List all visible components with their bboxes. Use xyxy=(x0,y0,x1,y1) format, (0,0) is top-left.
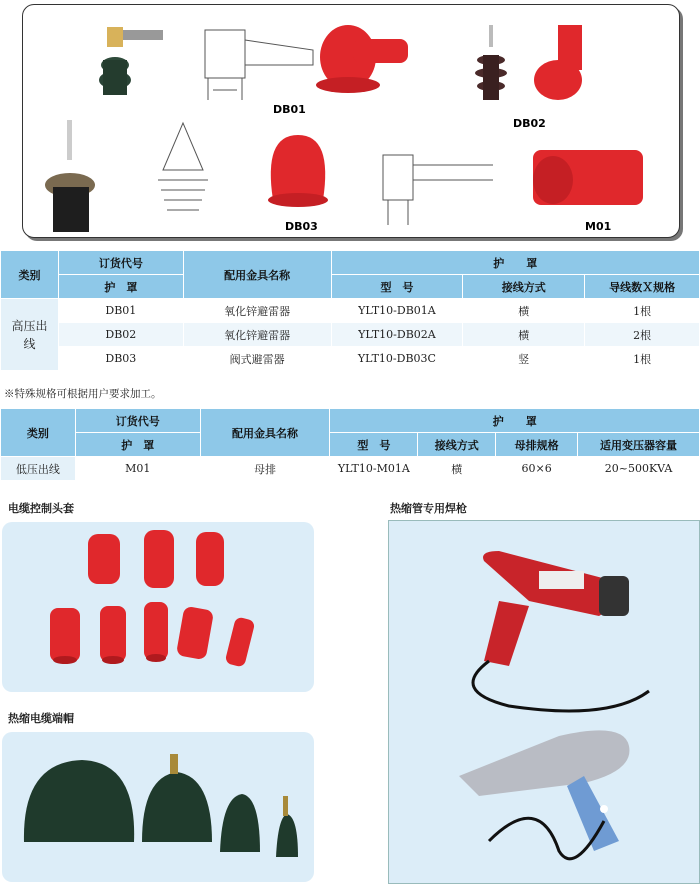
cell-fitting: 阀式避雷器 xyxy=(183,347,331,371)
cell-code: DB02 xyxy=(58,323,183,347)
header-fitting: 配用金具名称 xyxy=(183,251,331,299)
db01-red-cover xyxy=(316,25,408,93)
header-fitting: 配用金具名称 xyxy=(200,409,330,457)
section-title-end-cap: 热缩电缆端帽 xyxy=(8,712,74,725)
red-sleeves-image xyxy=(2,522,314,692)
label-db02: DB02 xyxy=(513,117,546,130)
db02-insulator-photo xyxy=(475,25,507,100)
header-model: 型 号 xyxy=(330,433,418,457)
cell-model: YLT10-M01A xyxy=(330,457,418,481)
label-m01: M01 xyxy=(585,220,612,233)
header-sub-cover: 护 罩 xyxy=(58,275,183,299)
header-capacity: 适用变压器容量 xyxy=(578,433,700,457)
header-busbar: 母排规格 xyxy=(496,433,578,457)
cell-model: YLT10-DB03C xyxy=(331,347,463,371)
cell-code: M01 xyxy=(75,457,200,481)
header-category: 类别 xyxy=(1,409,76,457)
db01-bushing-photo xyxy=(99,27,163,95)
cell-wiring: 横 xyxy=(463,299,585,323)
heat-gun-photo xyxy=(388,520,700,884)
cell-wires: 1根 xyxy=(585,299,700,323)
heat-gun-image xyxy=(389,521,699,883)
cell-busbar: 60×6 xyxy=(496,457,578,481)
cell-code: DB01 xyxy=(58,299,183,323)
high-voltage-spec-table xyxy=(0,250,700,371)
header-model: 型 号 xyxy=(331,275,463,299)
cell-fitting: 氧化锌避雷器 xyxy=(183,299,331,323)
header-wires: 导线数Ｘ规格 xyxy=(585,275,700,299)
header-cover: 护 罩 xyxy=(330,409,700,433)
header-order-code: 订货代号 xyxy=(58,251,183,275)
category-high-voltage: 高压出线 xyxy=(1,299,59,371)
header-order-code: 订货代号 xyxy=(75,409,200,433)
cell-wiring: 横 xyxy=(463,323,585,347)
product-drawings xyxy=(23,5,679,237)
header-sub-cover: 护 罩 xyxy=(75,433,200,457)
header-category: 类别 xyxy=(1,251,59,299)
cell-fitting: 氧化锌避雷器 xyxy=(183,323,331,347)
cell-wires: 2根 xyxy=(585,323,700,347)
db02-red-cover xyxy=(534,25,582,100)
header-wiring: 接线方式 xyxy=(418,433,496,457)
label-db01: DB01 xyxy=(273,103,306,116)
section-title-heat-gun: 热缩管专用焊枪 xyxy=(390,502,467,515)
cable-head-sleeve-photo xyxy=(2,522,314,692)
cell-fitting: 母排 xyxy=(200,457,330,481)
cell-wires: 1根 xyxy=(585,347,700,371)
category-low-voltage: 低压出线 xyxy=(1,457,76,481)
cell-code: DB03 xyxy=(58,347,183,371)
header-cover: 护 罩 xyxy=(331,251,699,275)
m01-line-drawing xyxy=(383,155,493,225)
cell-wiring: 横 xyxy=(418,457,496,481)
black-end-caps-image xyxy=(2,732,314,882)
product-illustration-panel xyxy=(22,4,680,238)
cell-capacity: 20~500KVA xyxy=(578,457,700,481)
m01-red-cover xyxy=(533,150,643,205)
db03-red-cover xyxy=(268,135,328,207)
custom-spec-note: ※特殊规格可根据用户要求加工。 xyxy=(4,388,162,400)
cell-model: YLT10-DB01A xyxy=(331,299,463,323)
label-db03: DB03 xyxy=(285,220,318,233)
header-wiring: 接线方式 xyxy=(463,275,585,299)
section-title-cable-head: 电缆控制头套 xyxy=(8,502,74,515)
db01-line-drawing xyxy=(205,30,313,100)
end-cap-photo xyxy=(2,732,314,882)
db03-arrester-photo xyxy=(45,120,95,232)
low-voltage-spec-table xyxy=(0,408,700,481)
db03-line-drawing xyxy=(158,123,208,210)
cell-wiring: 竖 xyxy=(463,347,585,371)
cell-model: YLT10-DB02A xyxy=(331,323,463,347)
